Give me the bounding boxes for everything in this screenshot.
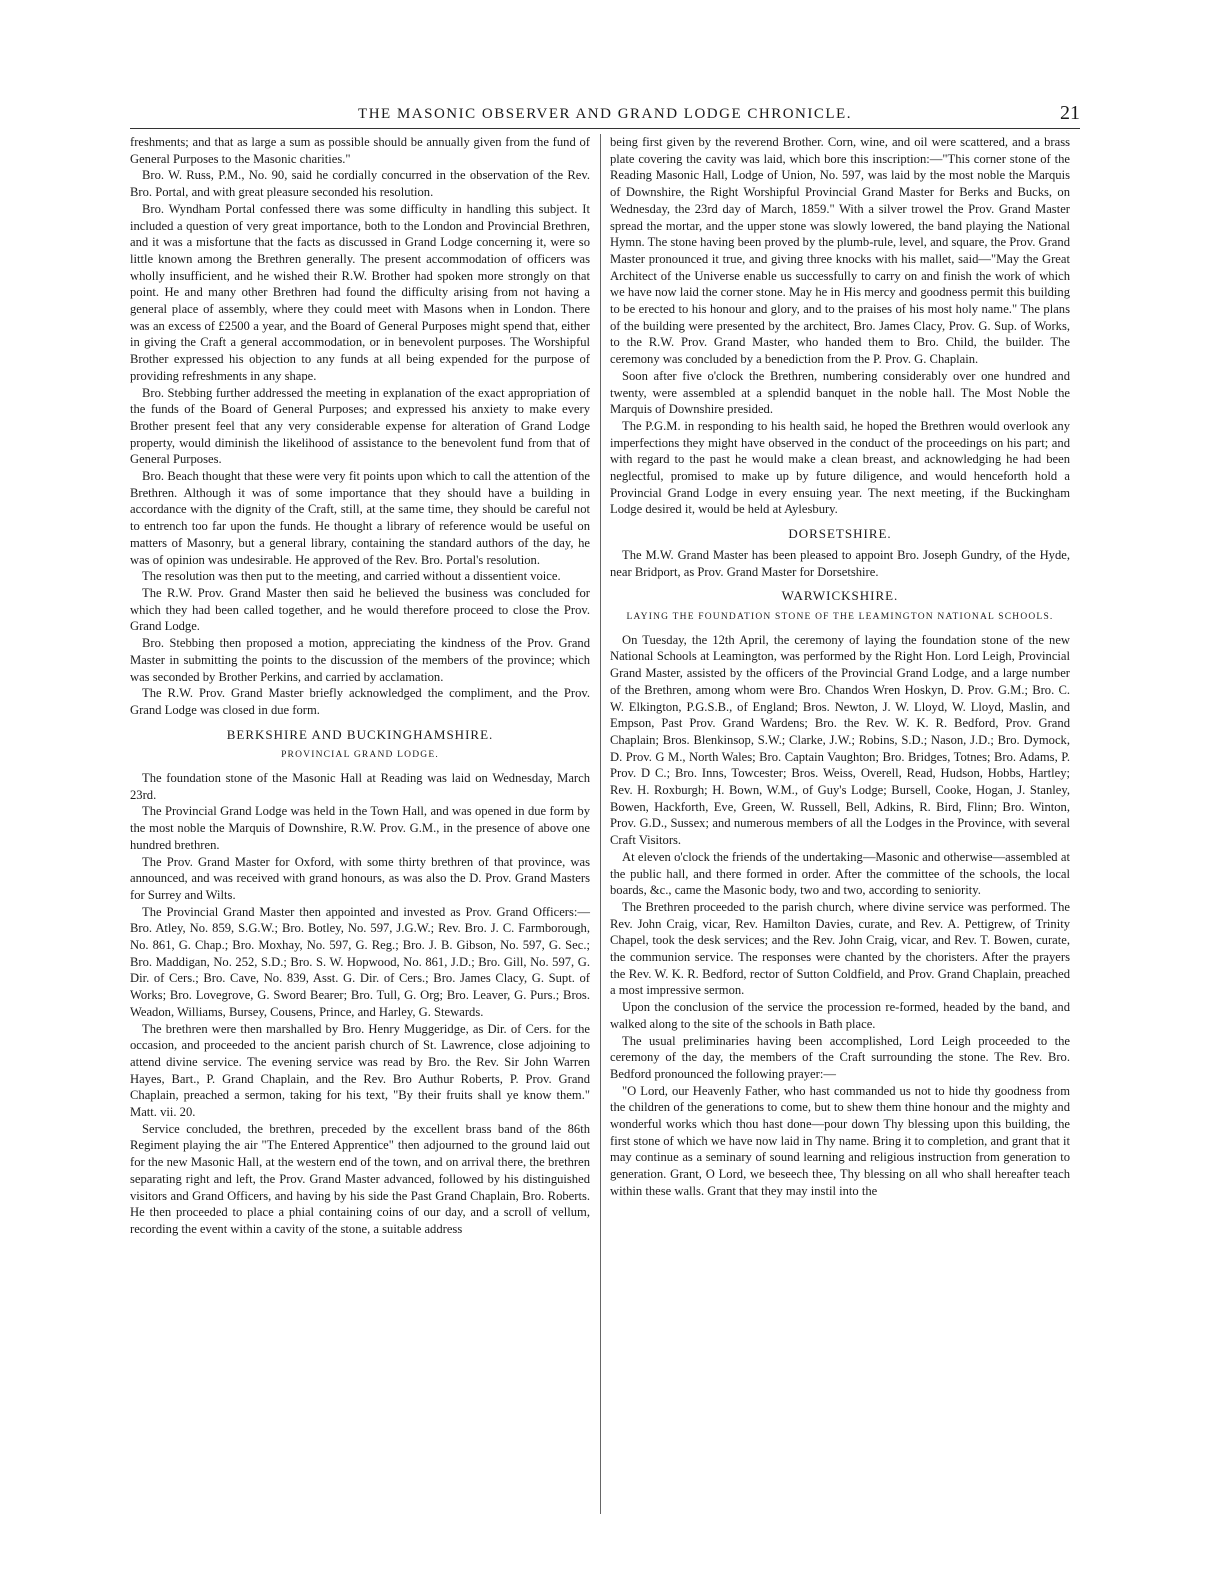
paragraph: freshments; and that as large a sum as possible should be annually given from the fund of General Purposes to the Masonic charities."	[130, 135, 590, 166]
paragraph: The M.W. Grand Master has been pleased to appoint Bro. Joseph Gundry, of the Hyde, near Bridport, as Prov. Grand Master for Dorsetshire.	[610, 547, 1070, 579]
paragraph: Bro. W. Russ, P.M., No. 90, said he cordially concurred in the observation of the Rev. Bro. Portal, and with great pleasure seconded his resolution.	[130, 168, 590, 200]
paragraph: "O Lord, our Heavenly Father, who hast commanded us not to hide thy goodness from the children of the generations to come, but to shew them thine honour and the mighty and wonderful works which thou hast done—pour down Thy blessing upon this building, the first stone of which we have now laid in Thy name. Bring it to completion, and grant that it may continue as a seminary of sound learning and religious instruction from generation to generation. Grant, O Lord, we beseech thee, Thy blessing on all who shall hereafter teach within these walls. Grant that they may instil into the	[610, 1083, 1070, 1198]
page-number: 21	[1060, 102, 1080, 124]
left-column	[130, 134, 590, 1238]
column-divider	[600, 134, 601, 1514]
paragraph: Bro. Beach thought that these were very fit points upon which to call the attention of the Brethren. Although it was of some importance that they should have a building in accordance with the dignity of the Craft, still, at the same time, they should be careful not to entrench too far upon the funds. He thought a library of reference would be useful on matters of Masonry, but a general library, containing the standard authors of the day, he was of opinion was undesirable. He approved of the Rev. Bro. Portal's resolution.	[130, 469, 590, 567]
paragraph: On Tuesday, the 12th April, the ceremony of laying the foundation stone of the new National Schools at Leamington, was performed by the Right Hon. Lord Leigh, Provincial Grand Master, assisted by the officers of the Provincial Grand Lodge, and a large number of the Brethren, among whom were Bro. Chandos Wren Hoskyn, D. Prov. G.M.; Bro. C. W. Elkington, P.G.S.B., of England; Bros. Newton, J. W. Lloyd, W. Lloyd, Maslin, and Empson, Past Prov. Grand Wardens; Bro. the Rev. W. K. R. Bedford, Prov. Grand Chaplain; Bros. Blenkinsop, S.W.; Clarke, J.W.; Robins, S.D.; Nason, J.D.; Bro. Dymock, D. Prov. G M., North Wales; Bro. Captain Vaughton; Bro. Bridges, Totnes; Bro. Adams, P. Prov. D C.; Bro. Inns, Towcester; Bros. Weiss, Overell, Read, Hudson, Hobbs, Hartley; Rev. H. Roxburgh; H. Bown, W.M., of Guy's Lodge; Bursell, Cooke, Hogan, J. Stanley, Bowen, Hackforth, Eve, Green, W. Russell, Bell, Adkins, R. Bird, Flinn; Bro. Winton, Prov. G.D., Sussex; and numerous members of all the Lodges in the Province, with several Craft Visitors.	[610, 632, 1070, 848]
paragraph: The Provincial Grand Lodge was held in the Town Hall, and was opened in due form by the most noble the Marquis of Downshire, R.W. Prov. G.M., in the presence of above one hundred brethren.	[130, 804, 590, 852]
paragraph: The P.G.M. in responding to his health said, he hoped the Brethren would overlook any imperfections they might have observed in the conduct of the proceedings on his part; and with regard to the past he would make a clean breast, and acknowledging he had been neglectful, promised to make up by future diligence, and would henceforth hold a Provincial Grand Lodge in every ensuing year. The next meeting, if the Buckingham Lodge desired it, would be held at Aylesbury.	[610, 418, 1070, 517]
paragraph: being first given by the reverend Brother. Corn, wine, and oil were scattered, and a brass plate covering the cavity was laid, which bore this inscription:—"This corner stone of the Reading Masonic Hall, Lodge of Union, No. 597, was laid by the most noble the Marquis of Downshire, the Right Worshipful Provincial Grand Master for Berks and Bucks, on Wednesday, the 23rd day of March, 1859." With a silver trowel the Prov. Grand Master spread the mortar, and the upper stone was slowly lowered, the band playing the National Hymn. The stone having been proved by the plumb-rule, level, and square, the Prov. Grand Master pronounced it true, and giving three knocks with his mallet, said—"May the Great Architect of the Universe enable us successfully to carry on and finish the work of which we have now laid the corner stone. May he in His mercy and goodness permit this building to be erected to his honour and glory, and to the praises of his most holy name." The plans of the building were presented by the architect, Bro. James Clacy, Prov. G. Sup. of Works, to the R.W. Prov. Grand Master, who handed them to Bro. Child, the builder. The ceremony was concluded by a benediction from the P. Prov. G. Chaplain.	[610, 135, 1070, 367]
page-header	[130, 102, 1080, 126]
paragraph: Bro. Wyndham Portal confessed there was some difficulty in handling this subject. It included a question of very great importance, both to the London and Provincial Brethren, and it was a misfortune that the facts as discussed in Grand Lodge concerning it, were so little known among the Brethren generally. The present accommodation of officers was wholly insufficient, and he wished their R.W. Brother had spoken more strongly on that point. He and many other Brethren had found the difficulty arising from not having a general place of assembly, where they could meet with Masons when in London. There was an excess of £2500 a year, and the Board of General Purposes might spend that, either in giving the Craft a general accommodation, or in benevolent purposes. The Worshipful Brother expressed his objection to any funds at all being expended for the purpose of providing refreshments in any shape.	[130, 201, 590, 383]
paragraph: At eleven o'clock the friends of the undertaking—Masonic and otherwise—assembled at the public hall, and there formed in order. After the committee of the schools, the local boards, &c., came the Masonic body, two and two, according to seniority.	[610, 849, 1070, 898]
paragraph: Bro. Stebbing further addressed the meeting in explanation of the exact appropriation of the funds of the Board of General Purposes; and expressed his anxiety to make every Brother present feel that any very considerable expense for alteration of Grand Lodge property, would diminish the likelihood of assistance to the benevolent fund from that of General Purposes.	[130, 385, 590, 467]
paragraph: Upon the conclusion of the service the procession re-formed, headed by the band, and walked along to the site of the schools in Bath place.	[610, 1000, 1070, 1031]
paragraph: The R.W. Prov. Grand Master briefly acknowledged the compliment, and the Prov. Grand Lodge was closed in due form.	[130, 686, 590, 717]
section-heading: BERKSHIRE AND BUCKINGHAMSHIRE.	[226, 726, 494, 742]
running-title: THE MASONIC OBSERVER AND GRAND LODGE CHRONICLE.	[358, 106, 852, 122]
section-subheading: PROVINCIAL GRAND LODGE.	[281, 750, 439, 761]
paragraph: The R.W. Prov. Grand Master then said he believed the business was concluded for which they had been called together, and he would therefore proceed to close the Prov. Grand Lodge.	[130, 585, 590, 634]
paragraph: The foundation stone of the Masonic Hall at Reading was laid on Wednesday, March 23rd.	[130, 771, 590, 802]
paragraph: Soon after five o'clock the Brethren, numbering considerably over one hundred and twenty, were assembled at a splendid banquet in the noble hall. The Most Noble the Marquis of Downshire presided.	[610, 368, 1070, 417]
paragraph: The brethren were then marshalled by Bro. Henry Muggeridge, as Dir. of Cers. for the occasion, and proceeded to the ancient parish church of St. Lawrence, close adjoining to attend divine service. The evening service was read by Bro. the Rev. Sir John Warren Hayes, Bart., P. Grand Chaplain, and the Rev. Bro Authur Roberts, P. Prov. Grand Chaplain, preached a sermon, taking for his text, "By their fruits shall ye know them." Matt. vii. 20.	[130, 1021, 590, 1120]
paragraph: Service concluded, the brethren, preceded by the excellent brass band of the 86th Regiment playing the air "The Entered Apprentice" then adjourned to the ground laid out for the new Masonic Hall, at the western end of the town, and on arrival there, the brethren separating right and left, the Prov. Grand Master advanced, followed by his distinguished visitors and Grand Officers, and having by his side the Past Grand Chaplain, Bro. Roberts. He then proceeded to place a phial containing coins of our day, and a scroll of vellum, recording the event within a cavity of the stone, a suitable address	[130, 1121, 590, 1236]
header-rule	[130, 128, 1080, 129]
paragraph: The resolution was then put to the meeting, and carried without a dissentient voice.	[142, 569, 561, 584]
paragraph: The Prov. Grand Master for Oxford, with some thirty brethren of that province, was announced, and was received with grand honours, as was also the D. Prov. Grand Masters for Surrey and Wilts.	[130, 854, 590, 902]
section-heading: WARWICKSHIRE.	[781, 588, 899, 604]
section-subheading: LAYING THE FOUNDATION STONE OF THE LEAMINGTON NATIONAL SCHOOLS.	[626, 611, 1054, 622]
right-column	[610, 134, 1070, 1200]
paragraph: The usual preliminaries having been accomplished, Lord Leigh proceeded to the ceremony of the day, the members of the Craft surrounding the stone. The Rev. Bro. Bedford pronounced the following prayer:—	[610, 1033, 1070, 1081]
paragraph: The Brethren proceeded to the parish church, where divine service was performed. The Rev. John Craig, vicar, Rev. Hamilton Davies, curate, and Rev. A. Pettigrew, of Trinity Chapel, took the desk services; and the Rev. John Craig, vicar, and Rev. T. Bowen, curate, the communion service. The responses were chanted by the choristers. After the prayers the Rev. W. K. R. Bedford, rector of Sutton Coldfield, and Prov. Grand Chaplain, preached a most impressive sermon.	[610, 899, 1070, 998]
section-heading: DORSETSHIRE.	[788, 526, 892, 542]
paragraph: Bro. Stebbing then proposed a motion, appreciating the kindness of the Prov. Grand Master in submitting the points to the discussion of the members of the province; which was seconded by Brother Perkins, and carried by acclamation.	[130, 636, 590, 684]
paragraph: The Provincial Grand Master then appointed and invested as Prov. Grand Officers:—Bro. Atley, No. 859, S.G.W.; Bro. Botley, No. 597, J.G.W.; Rev. Bro. J. C. Farmborough, No. 861, G. Chap.; Bro. Moxhay, No. 597, G. Reg.; Bro. J. B. Gibson, No. 597, G. Sec.; Bro. Maddigan, No. 252, S.D.; Bro. S. W. Hopwood, No. 861, J.D.; Bro. Gill, No. 597, G. Dir. of Cers.; Bro. Cave, No. 839, Asst. G. Dir. of Cers.; Bro. James Clacy, G. Supt. of Works; Bro. Lovegrove, G. Sword Bearer; Bro. Tull, G. Org; Bro. Leaver, G. Purs.; Bros. Weadon, Williams, Bursey, Cousens, Prince, and Harley, G. Stewards.	[130, 904, 590, 1019]
